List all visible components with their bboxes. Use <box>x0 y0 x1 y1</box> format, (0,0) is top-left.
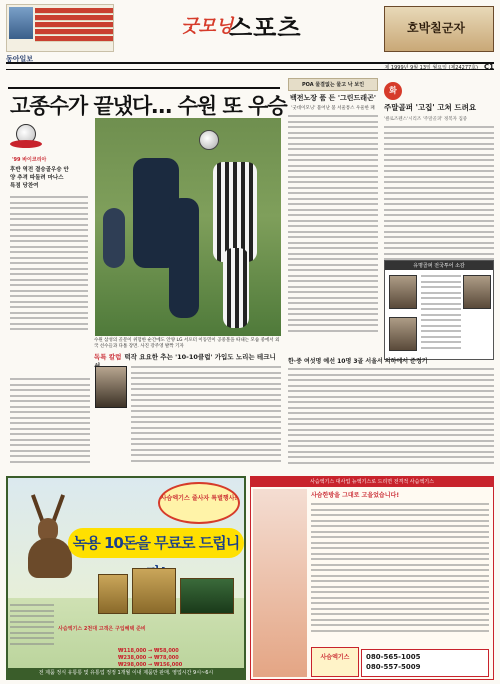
lead-body-text <box>10 196 88 346</box>
dateline <box>6 62 494 70</box>
ad-left-sidebar <box>10 604 54 648</box>
sidebar-label: POA 물결없는 물고 낙 보인 <box>288 78 378 91</box>
price-line: ₩298,000 → ₩156,000 <box>118 662 183 668</box>
ad-phone-box[interactable] <box>361 649 489 677</box>
masthead-left-ad[interactable] <box>6 4 114 52</box>
product-boxes <box>98 568 238 618</box>
masthead <box>6 4 494 71</box>
ad-right-logo: 사슴엑기스 <box>311 647 359 677</box>
league-caption: '99 바이코리아 <box>12 157 47 163</box>
columnist-photo <box>389 275 417 309</box>
ad-banner[interactable]: 녹용 10돈을 무료로 드립니 <box>68 528 244 558</box>
page-number: C1 <box>483 63 494 71</box>
section-title: 스포츠 <box>229 14 302 42</box>
columnist-photo <box>389 317 417 351</box>
sidebar-headline[interactable]: 백전노장 품 든 '그린드래곤' <box>290 94 376 102</box>
ad-bubble: 사슴엑기스 줄사자 특별행사! <box>158 482 240 524</box>
column-box-text <box>421 275 461 355</box>
ad-rows <box>35 8 113 43</box>
right-tag: 화 <box>384 82 402 100</box>
sidebar-column <box>288 78 378 335</box>
columnist-photo <box>463 275 491 309</box>
ad-title: 사슴엑기스 2천대 고객은 구입혜택 준비 <box>58 626 146 632</box>
sidebar-body-text <box>288 115 378 335</box>
column-box-label: 유명골퍼 전국투어 소감 <box>385 261 493 270</box>
swoosh-icon <box>10 140 42 148</box>
section-title-prefix: 굿모닝 <box>181 16 234 37</box>
deer-herbal-ad[interactable] <box>250 476 494 680</box>
ad-prices <box>118 648 246 669</box>
ad-right-image <box>253 489 307 677</box>
ad-right-headline: 사슴한방을 그대로 고을었습니다! <box>311 492 400 499</box>
ad-footer: 전 제품 정식 유통통 및 유통업 정정 1개월 이내 제품만 판매. 영업시간 9시~6시 <box>8 668 244 678</box>
ad-right-topline: 사슴엑기스 대사업 뉴엑기스로 드리면 전격적 사슴엑기스 <box>251 477 493 487</box>
lead-subhead: 후반 역전 결승골우승 안양 추격 따돌려 마나스 특점 당찬여 <box>10 167 69 189</box>
player-portrait <box>95 366 127 408</box>
ad-body <box>58 626 242 632</box>
bottom-body-text <box>288 368 494 470</box>
right-body-text <box>384 126 494 276</box>
right-subhead: '클로즈펜스'시리즈 '주말골퍼' 정복자 집중 <box>384 117 468 122</box>
mid-tag: 독특 칼럼 <box>94 353 122 361</box>
ad-right-body <box>311 503 489 643</box>
bottom-headline[interactable]: 한·중 여섯명 예선 10명 3골 서울서 의하에서 준정기 <box>288 358 428 365</box>
sidebar-subhead: '굿데이모닝' 불어난 불 서울통스 우울한 패 <box>291 106 375 111</box>
headline-rule <box>8 87 280 89</box>
deer-extract-ad[interactable] <box>6 476 246 680</box>
phone-number: 080-557-5009 <box>366 663 421 671</box>
column-box <box>384 260 494 360</box>
lead-photo[interactable] <box>95 118 281 336</box>
right-column <box>384 78 494 276</box>
golfer-image <box>9 7 33 39</box>
left-body-text <box>10 378 90 470</box>
mid-headline-text: 떡작 요요한 추는 '10-10클럽' 가입도 노리는 테크니 <box>124 353 276 361</box>
issue-info: 제 1999년 9월 13일 월요일 (제24277호) <box>384 65 478 71</box>
paper-name: 동아일보 <box>6 54 34 63</box>
photo-caption: 수원 삼성의 골문이 위험한 순간에도 안양 LG 서포터 이동민이 공중볼을 따내는 모습 중에서 외국 선수들과 다툼 장면. 사진 강주영 발짝 기자 <box>94 338 280 349</box>
phone-number: 080-565-1005 <box>366 653 421 661</box>
photo-ball <box>199 130 219 150</box>
mid-body-text <box>131 366 281 470</box>
right-headline[interactable]: 주말골퍼 '고집' 고쳐 드려요 <box>384 103 477 112</box>
ad-brand: 호박칠군자 <box>407 21 465 35</box>
lead-headline[interactable]: 고종수가 끝냈다… 수원 또 우승 <box>10 94 287 118</box>
price-line: ₩118,000 → ₩58,000 <box>118 648 179 654</box>
price-line: ₩238,000 → ₩78,000 <box>118 655 179 661</box>
league-logo <box>10 124 42 154</box>
masthead-right-ad[interactable] <box>384 6 494 52</box>
